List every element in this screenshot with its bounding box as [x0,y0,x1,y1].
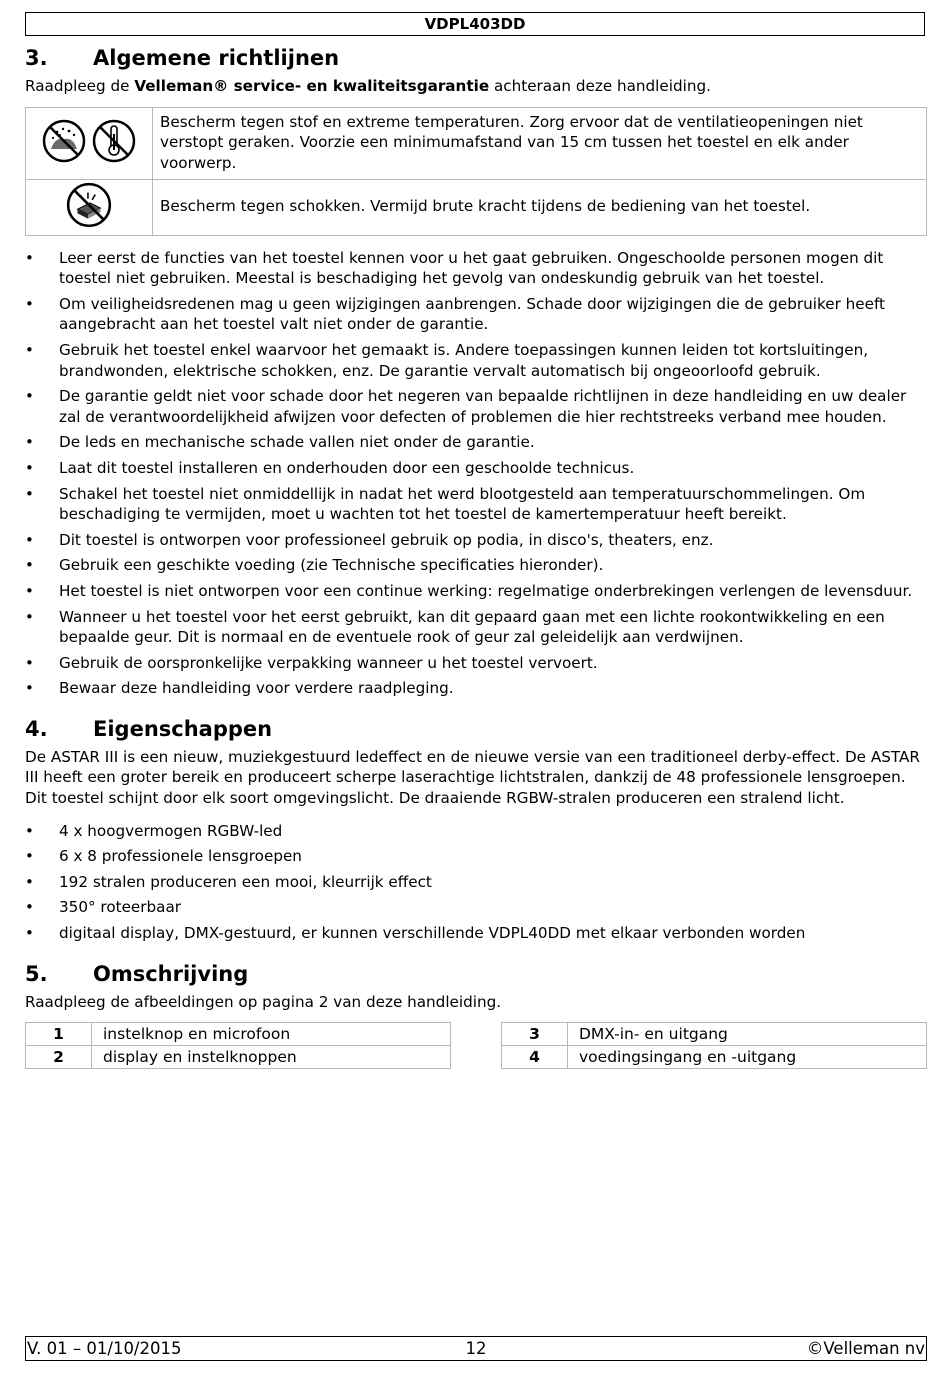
no-dust-icon [41,118,87,168]
part-number: 3 [502,1023,568,1046]
parts-table-left [25,1022,451,1069]
list-item: • Bewaar deze handleiding voor verdere raadpleging. [25,678,927,699]
list-item: • De leds en mechanische schade vallen niet onder de garantie. [25,432,927,453]
table-row [26,1046,451,1069]
version-date: V. 01 – 01/10/2015 [27,1339,182,1358]
guidelines-list [25,248,927,699]
features-list [25,821,927,944]
section-3-intro: Raadpleeg de Velleman® service- en kwaliteitsgarantie achteraan deze handleiding. [25,77,711,95]
warranty-reference: Velleman® service- en kwaliteitsgarantie [134,77,490,95]
part-description: instelknop en microfoon [92,1023,451,1046]
warning-table [25,107,927,236]
list-item: • Gebruik een geschikte voeding (zie Technische specificaties hieronder). [25,555,927,576]
section-title: Omschrijving [93,961,249,986]
list-item: • Schakel het toestel niet onmiddellijk in nadat het werd blootgesteld aan temperatuurschommelingen. Om beschadiging te vermijden, moet u wachten tot het toestel de kamertemperatuur heeft bereikt. [25,484,927,525]
table-row [502,1046,927,1069]
warning-text: Bescherm tegen stof en extreme temperaturen. Zorg ervoor dat de ventilatieopeningen niet verstopt geraken. Voorzie een minimumafstand van 15 cm tussen het toestel en elk ander voorwerp. [153,107,927,179]
section-number: 4. [25,716,48,741]
page-number: 12 [465,1339,487,1358]
section-number: 3. [25,46,48,70]
list-item: • 4 x hoogvermogen RGBW-led [25,821,927,842]
section-title: Algemene richtlijnen [93,46,340,70]
parts-table-right [501,1022,927,1069]
list-item: • Gebruik het toestel enkel waarvoor het gemaakt is. Andere toepassingen kunnen leiden tot kortsluitingen, brandwonden, elektrische schokken, enz. De garantie vervalt automatisch bij ongeoorloofd gebruik. [25,340,927,381]
part-description: DMX-in- en uitgang [568,1023,927,1046]
table-row [26,1023,451,1046]
no-shock-icon [65,181,113,233]
warning-icons-cell [26,107,153,179]
warning-row [26,107,927,179]
no-temperature-icon [91,118,137,168]
section-number: 5. [25,961,48,986]
list-item: • Gebruik de oorspronkelijke verpakking wanneer u het toestel vervoert. [25,653,927,674]
part-number: 4 [502,1046,568,1069]
page-content [25,44,927,1069]
table-row [502,1023,927,1046]
warning-row [26,179,927,235]
document-header [25,12,925,36]
list-item: • Dit toestel is ontworpen voor professioneel gebruik op podia, in disco's, theaters, enz. [25,530,927,551]
list-item: • Het toestel is niet ontworpen voor een continue werking: regelmatige onderbrekingen verlengen de levensduur. [25,581,927,602]
section-4-intro: De ASTAR III is een nieuw, muziekgestuurd ledeffect en de nieuwe versie van een traditioneel derby-effect. De ASTAR III heeft een groter bereik en produceert scherpe laserachtige lichtstralen, dankzij de 48 professionele lensgroepen. Dit toestel schijnt door elk soort omgevingslicht. De draaiende RGBW-stralen produceren een stralend licht. [25,747,920,808]
copyright: ©Velleman nv [806,1339,925,1358]
document-footer [25,1336,927,1361]
model-number: VDPL403DD [424,15,526,33]
list-item: • 192 stralen produceren een mooi, kleurrijk effect [25,872,927,893]
list-item: • digitaal display, DMX-gestuurd, er kunnen verschillende VDPL40DD met elkaar verbonden worden [25,923,927,944]
part-description: display en instelknoppen [92,1046,451,1069]
part-description: voedingsingang en -uitgang [568,1046,927,1069]
part-number: 2 [26,1046,92,1069]
list-item: • Leer eerst de functies van het toestel kennen voor u het gaat gebruiken. Ongeschoolde personen mogen dit toestel niet gebruiken. Meestal is beschadiging het gevolg van ondeskundig gebruik van het toestel. [25,248,927,289]
section-3-heading [25,44,927,72]
list-item: • Wanneer u het toestel voor het eerst gebruikt, kan dit gepaard gaan met een lichte rookontwikkeling en een bepaalde geur. Dit is normaal en de eventuele rook of geur zal geleidelijk aan verdwijnen. [25,607,927,648]
list-item: • 350° roteerbaar [25,897,927,918]
list-item: • Om veiligheidsredenen mag u geen wijzigingen aanbrengen. Schade door wijzigingen die de gebruiker heeft aangebracht aan het toestel valt niet onder de garantie. [25,294,927,335]
part-number: 1 [26,1023,92,1046]
section-4-heading [25,715,927,743]
section-title: Eigenschappen [93,716,273,741]
list-item: • Laat dit toestel installeren en onderhouden door een geschoolde technicus. [25,458,927,479]
list-item: • De garantie geldt niet voor schade door het negeren van bepaalde richtlijnen in deze handleiding en uw dealer zal de verantwoordelijkheid afwijzen voor defecten of problemen die hier rechtstreeks verband mee houden. [25,386,927,427]
section-5-heading [25,960,927,988]
parts-tables [25,1022,927,1069]
warning-text: Bescherm tegen schokken. Vermijd brute kracht tijdens de bediening van het toestel. [153,179,927,235]
section-5-intro: Raadpleeg de afbeeldingen op pagina 2 van deze handleiding. [25,992,502,1011]
warning-icons-cell [26,179,153,235]
list-item: • 6 x 8 professionele lensgroepen [25,846,927,867]
